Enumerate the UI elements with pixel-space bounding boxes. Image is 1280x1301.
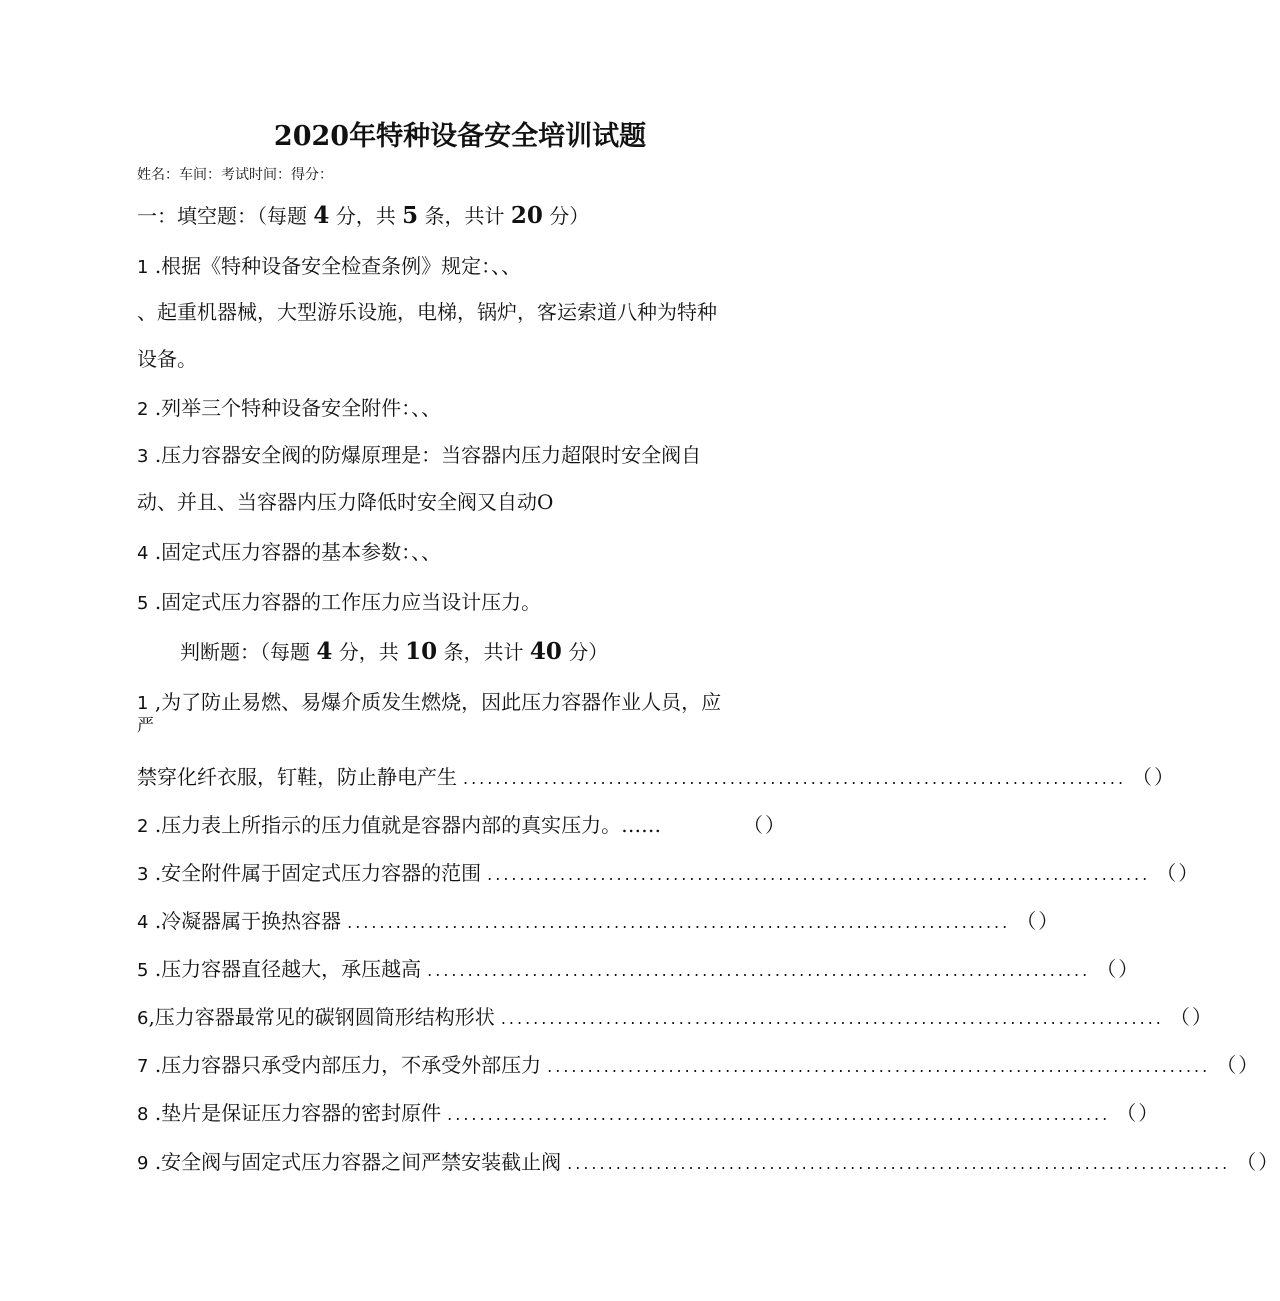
question-number: 1 <box>137 257 149 278</box>
heading-number: 4 <box>313 202 330 229</box>
fill-question-1 <box>137 254 521 280</box>
question-number: 8 <box>137 1104 149 1125</box>
question-number: 3 <box>137 446 149 467</box>
question-body: ,压力容器最常见的碳钢圆筒形结构形状 <box>148 1005 495 1029</box>
fill-question-4 <box>137 540 441 566</box>
judge-question-6 <box>137 1005 1214 1031</box>
dot-leader: .................................................................................. <box>567 1154 1231 1173</box>
dot-leader: .................................................................................. <box>447 1105 1111 1124</box>
question-text <box>137 813 661 839</box>
answer-bracket[interactable]: （） <box>1236 1150 1280 1174</box>
answer-bracket[interactable]: （） <box>1169 1005 1214 1029</box>
answer-bracket[interactable]: （） <box>1096 957 1141 981</box>
answer-bracket[interactable]: （） <box>1216 1053 1261 1077</box>
answer-bracket[interactable]: （） <box>1016 909 1061 933</box>
question-number: 6 <box>137 1008 149 1029</box>
fill-question-1-line-3: 设备。 <box>137 347 197 371</box>
judge-question-3 <box>137 861 1201 887</box>
fill-section-heading <box>137 204 589 228</box>
fill-question-3-line-2: 动、并且、当容器内压力降低时安全阀又自动O <box>137 490 554 514</box>
question-number: 2 <box>137 816 149 837</box>
question-body: .安全阀与固定式压力容器之间严禁安装截止阀 <box>154 1150 562 1174</box>
question-body: .压力表上所指示的压力值就是容器内部的真实压力。…… <box>154 813 662 837</box>
judge-question-4 <box>137 909 1061 935</box>
judge-question-8 <box>137 1101 1161 1127</box>
fill-question-5 <box>137 590 541 616</box>
dot-leader: .................................................................................. <box>463 769 1127 788</box>
question-text <box>137 1150 561 1176</box>
dot-leader: .................................................................................. <box>547 1057 1211 1076</box>
question-text: ,为了防止易燃、易爆介质发生燃烧，因此压力容器作业人员，应 <box>154 690 722 714</box>
heading-text: 分，共 <box>338 640 399 664</box>
question-text <box>137 957 421 983</box>
dot-leader: .................................................................................. <box>500 1009 1164 1028</box>
question-body: .冷凝器属于换热容器 <box>154 909 342 933</box>
header-fields: 姓名：车间：考试时间：得分： <box>137 167 333 183</box>
judge-question-1-line-3 <box>137 765 1177 791</box>
question-text <box>137 1005 495 1031</box>
question-text: .压力容器安全阀的防爆原理是：当容器内压力超限时安全阀自 <box>154 443 702 467</box>
heading-text: 判断题：（每题 <box>180 640 310 664</box>
question-text: .固定式压力容器的基本参数：、、 <box>154 540 442 564</box>
heading-text: 分） <box>549 204 590 228</box>
dot-leader: .................................................................................. <box>347 913 1011 932</box>
heading-number: 10 <box>405 638 438 665</box>
judge-question-5 <box>137 957 1141 983</box>
dot-leader: .................................................................................. <box>427 961 1091 980</box>
judge-section-heading <box>180 640 608 664</box>
question-text <box>137 909 341 935</box>
question-text <box>137 1053 541 1079</box>
dot-leader: .................................................................................. <box>487 865 1151 884</box>
question-number: 7 <box>137 1056 149 1077</box>
question-text <box>137 861 481 887</box>
answer-bracket[interactable]: （） <box>743 813 787 837</box>
heading-number: 40 <box>529 638 562 665</box>
question-number: 4 <box>137 543 149 564</box>
question-number: 4 <box>137 912 149 933</box>
judge-question-1 <box>137 690 721 716</box>
fill-question-2 <box>137 396 441 422</box>
question-text <box>137 1101 441 1127</box>
judge-question-7 <box>137 1053 1261 1079</box>
question-body: .安全附件属于固定式压力容器的范围 <box>154 861 482 885</box>
judge-question-1-line-2: 严 <box>137 716 154 736</box>
question-number: 5 <box>137 960 149 981</box>
heading-number: 5 <box>402 202 419 229</box>
heading-text: 分，共 <box>335 204 396 228</box>
fill-question-1-line-2: 、起重机器械，大型游乐设施，电梯，锅炉，客运索道八种为特种 <box>137 300 717 324</box>
heading-text: 条，共计 <box>424 204 505 228</box>
question-body: .垫片是保证压力容器的密封原件 <box>154 1101 442 1125</box>
question-number: 1 <box>137 693 149 714</box>
question-text: .固定式压力容器的工作压力应当设计压力。 <box>154 590 542 614</box>
question-number: 2 <box>137 399 149 420</box>
question-text: 禁穿化纤衣服，钉鞋，防止静电产生 <box>137 765 457 789</box>
judge-question-2 <box>137 813 787 839</box>
question-number: 9 <box>137 1153 149 1174</box>
question-text: .列举三个特种设备安全附件：、、 <box>154 396 442 420</box>
heading-text: 一：填空题：（每题 <box>137 204 307 228</box>
answer-bracket[interactable]: （） <box>1156 861 1201 885</box>
question-body: .压力容器只承受内部压力，不承受外部压力 <box>154 1053 542 1077</box>
fill-question-3 <box>137 443 701 469</box>
question-number: 5 <box>137 593 149 614</box>
question-body: .压力容器直径越大，承压越高 <box>154 957 422 981</box>
question-text: .根据《特种设备安全检查条例》规定：、、 <box>154 254 522 278</box>
question-number: 3 <box>137 864 149 885</box>
heading-number: 4 <box>316 638 333 665</box>
heading-number: 20 <box>510 202 543 229</box>
answer-bracket[interactable]: （） <box>1132 765 1177 789</box>
judge-question-9 <box>137 1150 1280 1176</box>
document-title: 2020年特种设备安全培训试题 <box>273 121 647 152</box>
answer-bracket[interactable]: （） <box>1116 1101 1161 1125</box>
heading-text: 条，共计 <box>443 640 524 664</box>
heading-text: 分） <box>568 640 609 664</box>
